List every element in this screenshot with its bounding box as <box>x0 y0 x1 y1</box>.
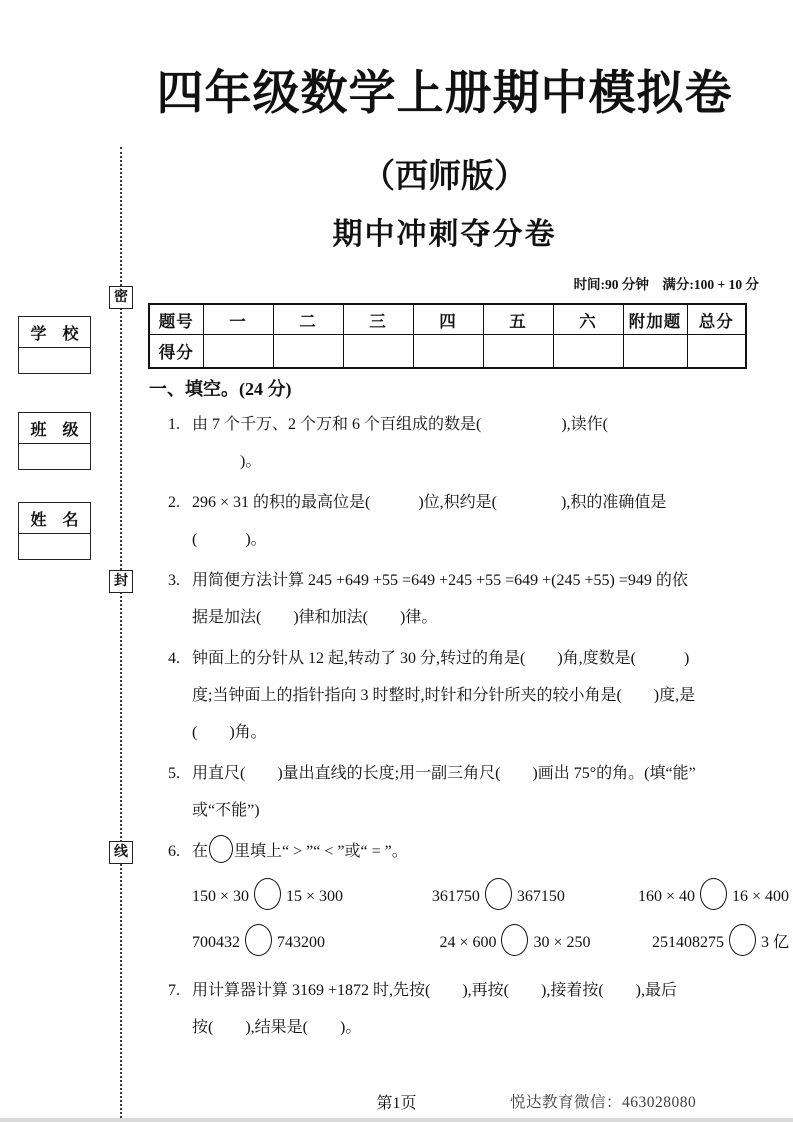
question-2 <box>148 484 789 558</box>
comparison-left: 361750 <box>431 888 480 905</box>
blank-circle-icon <box>485 878 512 910</box>
score-header-cell: 三 <box>343 304 413 335</box>
comparison-item <box>192 920 439 966</box>
school-field-label: 学 校 <box>19 317 90 348</box>
scan-edge-artifact <box>0 1118 793 1122</box>
question-line: 由 7 个千万、2 个万和 6 个百组成的数是( ),读作( <box>192 416 608 433</box>
score-header-cell: 四 <box>413 304 483 335</box>
score-blank-cell <box>483 335 553 369</box>
question-line: 或“不能”) <box>192 802 260 819</box>
score-header-cell: 五 <box>483 304 553 335</box>
question-number: 3. <box>168 572 180 589</box>
question-line: 钟面上的分针从 12 起,转动了 30 分,转过的角是( )角,度数是( ) <box>192 650 690 667</box>
questions-block <box>148 406 789 1050</box>
question-6 <box>148 833 789 870</box>
comparison-left: 700432 <box>192 934 240 951</box>
section-one-heading: 一、填空。(24 分) <box>149 379 292 399</box>
question-4 <box>148 640 789 751</box>
question-line: 据是加法( )律和加法( )律。 <box>192 609 438 626</box>
score-table-header-row <box>149 304 746 335</box>
question-number: 1. <box>168 416 180 433</box>
exam-subtitle: 期中冲刺夺分卷 <box>332 218 557 251</box>
comparison-left: 160 × 40 <box>637 888 695 905</box>
score-blank-cell <box>623 335 687 369</box>
score-header-cell: 二 <box>273 304 343 335</box>
class-field-box <box>18 412 91 470</box>
comparison-right: 743200 <box>277 934 325 951</box>
footer-publisher: 悦达教育微信：463028080 <box>510 1094 697 1111</box>
comparison-item <box>439 920 652 966</box>
comparison-right: 3 亿 <box>760 934 789 951</box>
name-field-label: 姓 名 <box>19 503 90 534</box>
footer-page-number: 第1页 <box>376 1095 417 1112</box>
score-table-score-row <box>149 335 746 369</box>
comparison-row <box>148 874 789 920</box>
blank-circle-icon <box>245 924 272 956</box>
question-number: 4. <box>168 650 180 667</box>
score-row-label: 得分 <box>149 335 203 369</box>
question-number: 5. <box>168 765 180 782</box>
comparison-left: 150 × 30 <box>192 888 250 905</box>
comparison-item <box>432 874 638 920</box>
score-header-cell: 一 <box>203 304 273 335</box>
question-number: 6. <box>168 843 180 860</box>
school-field-blank <box>19 348 90 373</box>
blank-circle-icon <box>501 924 528 956</box>
question-number: 2. <box>168 494 180 511</box>
question-6-pre: 在 <box>192 843 209 860</box>
question-line: 296 × 31 的积的最高位是( )位,积约是( ),积的准确值是 <box>192 494 667 511</box>
score-header-cell: 六 <box>553 304 623 335</box>
comparison-left: 251408275 <box>651 934 724 951</box>
comparison-right: 30 × 250 <box>533 934 591 951</box>
question-line: 按( ),结果是( )。 <box>192 1019 362 1036</box>
class-field-blank <box>19 444 90 469</box>
question-line: 用简便方法计算 245 +649 +55 =649 +245 +55 =649 +(245 +55) =949 的依 <box>192 572 688 589</box>
blank-circle-icon <box>729 924 756 956</box>
question-number: 7. <box>168 982 180 999</box>
question-line: 度;当钟面上的指针指向 3 时整时,时针和分针所夹的较小角是( )度,是 <box>192 687 696 704</box>
score-blank-cell <box>687 335 746 369</box>
score-blank-cell <box>203 335 273 369</box>
question-1 <box>148 406 789 480</box>
seal-char-feng: 封 <box>109 570 133 593</box>
score-header-cell: 题号 <box>149 304 203 335</box>
score-blank-cell <box>413 335 483 369</box>
question-3 <box>148 562 789 636</box>
name-field-blank <box>19 534 90 559</box>
seal-char-mi: 密 <box>109 286 133 309</box>
score-blank-cell <box>343 335 413 369</box>
score-table <box>148 303 747 369</box>
comparison-item <box>192 874 432 920</box>
exam-title: 四年级数学上册期中模拟卷 <box>156 68 733 120</box>
comparison-right: 16 × 400 <box>731 888 789 905</box>
class-field-label: 班 级 <box>19 413 90 444</box>
name-field-box <box>18 502 91 560</box>
comparison-left: 24 × 600 <box>439 934 497 951</box>
comparison-right: 367150 <box>516 888 565 905</box>
question-line: )。 <box>192 453 262 470</box>
comparison-row <box>148 920 789 966</box>
score-blank-cell <box>553 335 623 369</box>
question-6-post: 里填上“ > ”“ < ”或“ = ”。 <box>234 843 408 860</box>
blank-circle-icon <box>700 878 727 910</box>
question-line: 用直尺( )量出直线的长度;用一副三角尺( )画出 75°的角。(填“能” <box>192 765 696 782</box>
score-header-cell: 附加题 <box>623 304 687 335</box>
score-blank-cell <box>273 335 343 369</box>
question-7 <box>148 972 789 1046</box>
comparison-item <box>652 920 789 966</box>
question-line: ( )。 <box>192 531 267 548</box>
blank-circle-icon <box>209 835 233 863</box>
school-field-box <box>18 316 91 374</box>
question-line: 用计算器计算 3169 +1872 时,先按( ),再按( ),接着按( ),最后 <box>192 982 677 999</box>
exam-meta: 时间:90 分钟 满分:100 + 10 分 <box>573 277 759 292</box>
seal-line <box>114 147 128 1122</box>
exam-edition: （西师版） <box>362 159 527 195</box>
question-line: ( )角。 <box>192 724 267 741</box>
blank-circle-icon <box>254 878 281 910</box>
seal-char-xian: 线 <box>109 841 133 864</box>
comparison-right: 15 × 300 <box>286 888 344 905</box>
score-header-cell: 总分 <box>687 304 746 335</box>
comparison-item <box>638 874 789 920</box>
question-line <box>192 833 789 870</box>
question-5 <box>148 755 789 829</box>
